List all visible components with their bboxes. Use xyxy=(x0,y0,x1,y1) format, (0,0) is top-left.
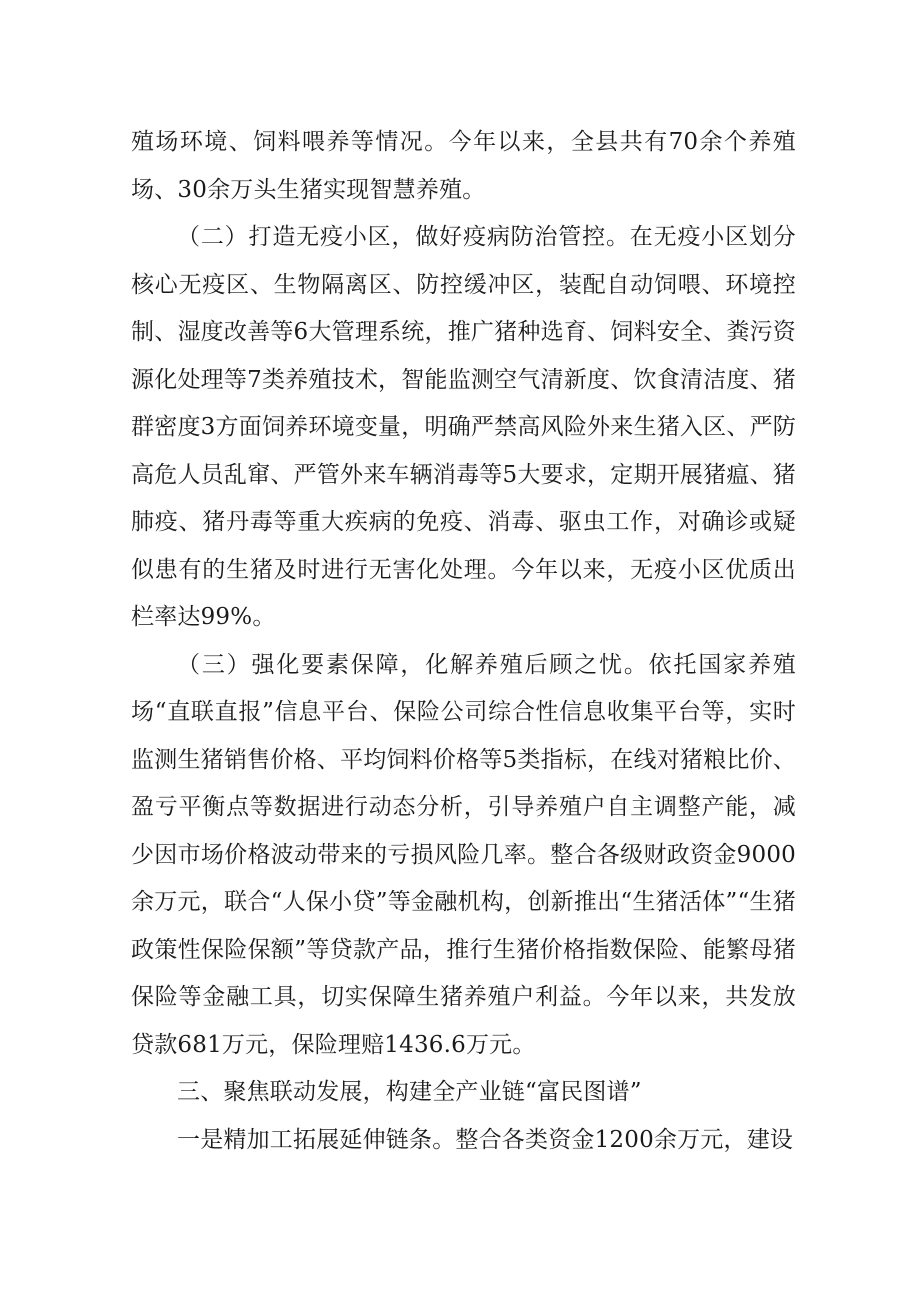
paragraph-continuation: 殖场环境、饲料喂养等情况。今年以来，全县共有70余个养殖场、30余万头生猪实现智慧养殖。 xyxy=(131,129,796,203)
paragraph-disease-control: （二）打造无疫小区，做好疫病防治管控。在无疫小区划分核心无疫区、生物隔离区、防控缓冲区，装配自动饲喂、环境控制、湿度改善等6大管理系统，推广猪种选育、饲料安全、粪污资源化处理等7类养殖技术，智能监测空气清新度、饮食清洁度、猪群密度3方面饲养环境变量，明确严禁高风险外来生猪入区、严防高危人员乱窜、严管外来车辆消毒等5大要求，定期开展猪瘟、猪肺疫、猪丹毒等重大疾病的免疫、消毒、驱虫工作，对确诊或疑似患有的生猪及时进行无害化处理。今年以来，无疫小区优质出栏率达99%。 xyxy=(131,224,796,630)
document-body xyxy=(131,119,796,1164)
section-heading-three: 三、聚焦联动发展，构建全产业链“富民图谱” xyxy=(177,1079,642,1105)
paragraph-processing: 一是精加工拓展延伸链条。整合各类资金1200余万元，建设 xyxy=(177,1126,794,1153)
paragraph-factor-guarantee: （三）强化要素保障，化解养殖后顾之忧。依托国家养殖场“直联直报”信息平台、保险公司综合性信息收集平台等，实时监测生猪销售价格、平均饲料价格等5类指标，在线对猪粮比价、盈亏平衡点等数据进行动态分析，引导养殖户自主调整产能，减少因市场价格波动带来的亏损风险几率。整合各级财政资金9000余万元，联合“人保小贷”等金融机构，创新推出“生猪活体”“生猪政策性保险保额”等贷款产品，推行生猪价格指数保险、能繁母猪保险等金融工具，切实保障生猪养殖户利益。今年以来，共发放贷款681万元，保险理赔1436.6万元。 xyxy=(131,651,796,1058)
